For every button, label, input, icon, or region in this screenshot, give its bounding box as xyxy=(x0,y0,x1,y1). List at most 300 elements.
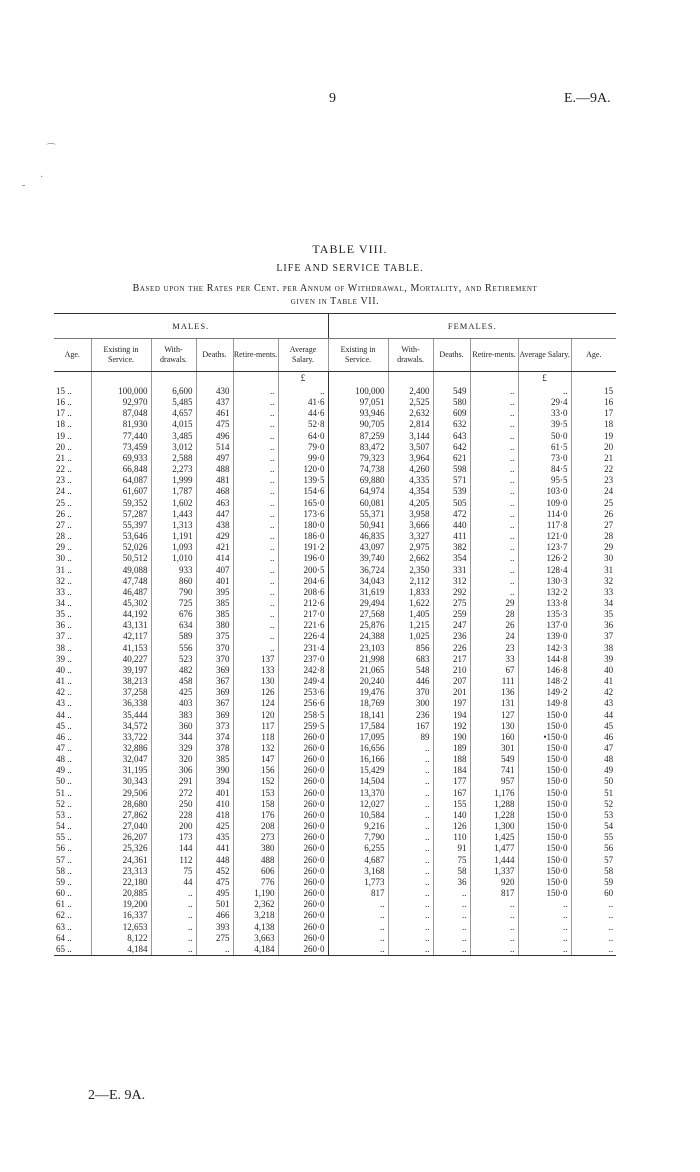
cell-age-right: 57 xyxy=(604,854,614,865)
cell-salary-females: 150·0 xyxy=(518,776,571,787)
cell-existing-males: 25,326 xyxy=(91,843,151,854)
cell-withdrawals-males: 320 xyxy=(151,754,196,765)
cell-salary-females: 135·3 xyxy=(518,609,571,620)
cell-withdrawals-females: .. xyxy=(388,799,433,810)
cell-age: 29 .. xyxy=(54,542,91,553)
cell-salary-females: 150·0 xyxy=(518,721,571,732)
cell-age: 37 .. xyxy=(54,631,91,642)
cell-existing-females: 12,027 xyxy=(328,799,388,810)
cell-existing-males: 42,117 xyxy=(91,631,151,642)
cell-retirements-females: .. xyxy=(470,531,518,542)
cell-withdrawals-males: 790 xyxy=(151,587,196,598)
cell-salary-males: 99·0 xyxy=(278,453,328,464)
cell-age: 30 .. xyxy=(54,553,91,564)
cell-age: 19 .. xyxy=(54,431,91,442)
cell-deaths-males: 373 xyxy=(196,721,233,732)
cell-age: 35 .. xyxy=(54,609,91,620)
cell-deaths-females: 190 xyxy=(433,732,470,743)
cell-withdrawals-males: 291 xyxy=(151,776,196,787)
cell-withdrawals-females: 3,958 xyxy=(388,509,433,520)
cell-retirements-females: 549 xyxy=(470,754,518,765)
table-row xyxy=(54,799,616,810)
cell-existing-males: 73,459 xyxy=(91,442,151,453)
cell-salary-females: 33·0 xyxy=(518,408,571,419)
cell-retirements-females: .. xyxy=(470,486,518,497)
cell-existing-males: 38,213 xyxy=(91,676,151,687)
cell-age-right: 41 xyxy=(604,676,614,687)
cell-withdrawals-females: 300 xyxy=(388,698,433,709)
cell-existing-females: .. xyxy=(328,899,388,910)
table-row xyxy=(54,843,616,854)
cell-age-right: 37 xyxy=(604,631,614,642)
col-deaths-females: Deaths. xyxy=(433,339,470,372)
cell-salary-females: .. xyxy=(518,933,571,944)
cell-salary-males: 260·0 xyxy=(278,877,328,888)
cell-retirements-males: 118 xyxy=(233,732,278,743)
cell-retirements-females: .. xyxy=(470,910,518,921)
cell-retirements-males: 130 xyxy=(233,676,278,687)
cell-age-right: 45 xyxy=(604,720,614,731)
cell-existing-males: 12,653 xyxy=(91,922,151,933)
cell-age: 27 .. xyxy=(54,520,91,531)
cell-existing-males: 47,748 xyxy=(91,576,151,587)
cell-existing-females: 100,000 xyxy=(328,386,388,397)
cell-retirements-males: .. xyxy=(233,475,278,486)
cell-age-right: 30 xyxy=(604,553,614,564)
cell-deaths-males: 390 xyxy=(196,765,233,776)
cell-deaths-females: 259 xyxy=(433,609,470,620)
cell-salary-females: 133·8 xyxy=(518,598,571,609)
cell-deaths-females: 354 xyxy=(433,553,470,564)
cell-withdrawals-females: 683 xyxy=(388,654,433,665)
cell-age: 46 .. xyxy=(54,732,91,743)
cell-salary-females: 150·0 xyxy=(518,832,571,843)
cell-salary-males: 173·6 xyxy=(278,509,328,520)
table-row xyxy=(54,810,616,821)
cell-salary-males: 196·0 xyxy=(278,553,328,564)
cell-salary-females: 149·2 xyxy=(518,687,571,698)
table-row xyxy=(54,587,616,598)
cell-existing-females: 50,941 xyxy=(328,520,388,531)
cell-age: 52 .. xyxy=(54,799,91,810)
cell-deaths-females: .. xyxy=(433,922,470,933)
cell-age-right: 32 xyxy=(604,575,614,586)
cell-age-right: 33 xyxy=(604,586,614,597)
cell-retirements-males: 153 xyxy=(233,788,278,799)
cell-retirements-males: 3,218 xyxy=(233,910,278,921)
cell-deaths-females: 275 xyxy=(433,598,470,609)
cell-retirements-females: 33 xyxy=(470,654,518,665)
cell-retirements-females: 1,444 xyxy=(470,855,518,866)
cell-existing-males: 39,197 xyxy=(91,665,151,676)
cell-deaths-females: 440 xyxy=(433,520,470,531)
cell-retirements-males: 120 xyxy=(233,710,278,721)
cell-deaths-females: 167 xyxy=(433,788,470,799)
cell-existing-males: 50,512 xyxy=(91,553,151,564)
col-retirements-males: Retire-ments. xyxy=(233,339,278,372)
cell-existing-males: 87,048 xyxy=(91,408,151,419)
cell-retirements-males: 4,184 xyxy=(233,944,278,956)
table-row xyxy=(54,397,616,408)
cell-withdrawals-females: 236 xyxy=(388,710,433,721)
cell-age-right: 15 xyxy=(604,386,614,396)
cell-withdrawals-females: 548 xyxy=(388,665,433,676)
cell-deaths-females: .. xyxy=(433,933,470,944)
cell-age: 62 .. xyxy=(54,910,91,921)
cell-withdrawals-males: 634 xyxy=(151,620,196,631)
print-speck: · xyxy=(40,172,44,183)
cell-salary-females: 139·0 xyxy=(518,631,571,642)
table-row xyxy=(54,821,616,832)
cell-age: 51 .. xyxy=(54,788,91,799)
cell-existing-males: 22,180 xyxy=(91,877,151,888)
table-row xyxy=(54,877,616,888)
cell-retirements-males: .. xyxy=(233,397,278,408)
cell-withdrawals-males: 1,999 xyxy=(151,475,196,486)
cell-existing-females: 27,568 xyxy=(328,609,388,620)
cell-withdrawals-females: .. xyxy=(388,944,433,956)
cell-retirements-males: .. xyxy=(233,542,278,553)
cell-deaths-males: 370 xyxy=(196,654,233,665)
cell-age-right: .. xyxy=(571,944,616,956)
cell-age-right: 47 xyxy=(604,743,614,753)
cell-salary-females: 150·0 xyxy=(518,765,571,776)
cell-existing-females: 4,687 xyxy=(328,855,388,866)
cell-deaths-females: 632 xyxy=(433,419,470,430)
cell-withdrawals-females: .. xyxy=(388,754,433,765)
cell-salary-females: 148·2 xyxy=(518,676,571,687)
cell-existing-males: 57,287 xyxy=(91,509,151,520)
cell-existing-males: 36,338 xyxy=(91,698,151,709)
cell-existing-females: 817 xyxy=(328,888,388,899)
cell-deaths-females: 110 xyxy=(433,832,470,843)
cell-deaths-females: 155 xyxy=(433,799,470,810)
cell-existing-females: 69,880 xyxy=(328,475,388,486)
cell-deaths-females: 184 xyxy=(433,765,470,776)
cell-age-right: 52 xyxy=(604,798,614,809)
cell-salary-females: 149·8 xyxy=(518,698,571,709)
cell-retirements-males: 273 xyxy=(233,832,278,843)
cell-deaths-females: 411 xyxy=(433,531,470,542)
cell-withdrawals-males: .. xyxy=(151,899,196,910)
cell-deaths-males: 463 xyxy=(196,498,233,509)
cell-retirements-males: 4,138 xyxy=(233,922,278,933)
table-row xyxy=(54,710,616,721)
cell-salary-females: 150·0 xyxy=(518,855,571,866)
cell-retirements-males: 147 xyxy=(233,754,278,765)
cell-salary-males: 52·8 xyxy=(278,419,328,430)
cell-age-right: 51 xyxy=(604,787,614,798)
cell-age-right: 26 xyxy=(604,508,614,519)
cell-salary-females: 109·0 xyxy=(518,498,571,509)
cell-existing-males: 41,153 xyxy=(91,643,151,654)
cell-deaths-females: 609 xyxy=(433,408,470,419)
table-row xyxy=(54,788,616,799)
print-speck: - xyxy=(22,180,26,191)
cell-retirements-females: 817 xyxy=(470,888,518,899)
cell-existing-males: 100,000 xyxy=(91,386,151,397)
cell-salary-males: 260·0 xyxy=(278,888,328,899)
cell-retirements-males: .. xyxy=(233,386,278,397)
cell-salary-females: 150·0 xyxy=(518,743,571,754)
cell-withdrawals-females: 3,507 xyxy=(388,442,433,453)
cell-retirements-males: 776 xyxy=(233,877,278,888)
table-row xyxy=(54,643,616,654)
cell-existing-males: 31,195 xyxy=(91,765,151,776)
cell-salary-females: 150·0 xyxy=(518,821,571,832)
cell-salary-males: 260·0 xyxy=(278,788,328,799)
page-number: 9 xyxy=(329,91,336,106)
cell-existing-females: 93,946 xyxy=(328,408,388,419)
cell-deaths-females: .. xyxy=(433,910,470,921)
cell-salary-females: 146·8 xyxy=(518,665,571,676)
table-row xyxy=(54,698,616,709)
cell-withdrawals-females: 167 xyxy=(388,721,433,732)
cell-deaths-females: 642 xyxy=(433,442,470,453)
cell-withdrawals-males: 75 xyxy=(151,866,196,877)
cell-withdrawals-females: 4,354 xyxy=(388,486,433,497)
cell-existing-females: .. xyxy=(328,933,388,944)
cell-withdrawals-females: 2,632 xyxy=(388,408,433,419)
cell-withdrawals-males: 2,588 xyxy=(151,453,196,464)
cell-retirements-males: 117 xyxy=(233,721,278,732)
cell-existing-males: 37,258 xyxy=(91,687,151,698)
table-row xyxy=(54,419,616,430)
cell-age-right: 23 xyxy=(604,475,614,486)
cell-age: 31 .. xyxy=(54,565,91,576)
cell-age: 38 .. xyxy=(54,643,91,654)
table-subtitle: LIFE AND SERVICE TABLE. xyxy=(276,263,424,274)
cell-age-right: 43 xyxy=(604,698,614,709)
cell-deaths-females: 91 xyxy=(433,843,470,854)
cell-retirements-females: .. xyxy=(470,453,518,464)
table-row xyxy=(54,464,616,475)
cell-existing-females: 21,065 xyxy=(328,665,388,676)
cell-deaths-females: 36 xyxy=(433,877,470,888)
cell-deaths-females: 539 xyxy=(433,486,470,497)
cell-salary-females: 114·0 xyxy=(518,509,571,520)
table-row xyxy=(54,754,616,765)
cell-age-right: 48 xyxy=(604,754,614,765)
cell-salary-males: 41·6 xyxy=(278,397,328,408)
cell-age-right: 50 xyxy=(604,776,614,787)
cell-retirements-males: .. xyxy=(233,408,278,419)
cell-existing-males: 24,361 xyxy=(91,855,151,866)
cell-retirements-females: .. xyxy=(470,475,518,486)
cell-age-right: 20 xyxy=(604,441,614,452)
cell-salary-females: 137·0 xyxy=(518,620,571,631)
cell-age-right: 40 xyxy=(604,664,614,675)
cell-deaths-males: 466 xyxy=(196,910,233,921)
cell-deaths-males: 385 xyxy=(196,598,233,609)
cell-withdrawals-females: .. xyxy=(388,910,433,921)
cell-deaths-males: 437 xyxy=(196,397,233,408)
cell-existing-females: 19,476 xyxy=(328,687,388,698)
cell-retirements-males: .. xyxy=(233,486,278,497)
cell-retirements-females: .. xyxy=(470,498,518,509)
cell-salary-females: 150·0 xyxy=(518,888,571,899)
cell-existing-males: 40,227 xyxy=(91,654,151,665)
cell-deaths-males: 369 xyxy=(196,687,233,698)
cell-deaths-males: 441 xyxy=(196,843,233,854)
cell-existing-females: 7,790 xyxy=(328,832,388,843)
cell-existing-females: 55,371 xyxy=(328,509,388,520)
cell-existing-males: 69,933 xyxy=(91,453,151,464)
cell-retirements-females: 920 xyxy=(470,877,518,888)
cell-deaths-females: 598 xyxy=(433,464,470,475)
cell-age: 33 .. xyxy=(54,587,91,598)
cell-existing-males: 49,088 xyxy=(91,565,151,576)
cell-retirements-males: .. xyxy=(233,609,278,620)
cell-deaths-females: .. xyxy=(433,944,470,956)
cell-deaths-females: 505 xyxy=(433,498,470,509)
cell-withdrawals-males: 3,485 xyxy=(151,431,196,442)
cell-age: 17 .. xyxy=(54,408,91,419)
cell-withdrawals-females: 89 xyxy=(388,732,433,743)
cell-salary-males: 231·4 xyxy=(278,643,328,654)
cell-retirements-females: .. xyxy=(470,442,518,453)
cell-withdrawals-females: .. xyxy=(388,743,433,754)
cell-age-right: 21 xyxy=(604,452,614,463)
cell-age: 24 .. xyxy=(54,486,91,497)
cell-retirements-females: .. xyxy=(470,419,518,430)
cell-age-right: 34 xyxy=(604,597,614,608)
cell-age: 56 .. xyxy=(54,843,91,854)
cell-retirements-females: 160 xyxy=(470,732,518,743)
col-salary-females: Average Salary. xyxy=(518,339,571,372)
col-age-right: Age. xyxy=(571,339,616,372)
cell-age-right: 25 xyxy=(604,497,614,508)
cell-deaths-females: 207 xyxy=(433,676,470,687)
cell-retirements-females: 136 xyxy=(470,687,518,698)
cell-salary-males: 242·8 xyxy=(278,665,328,676)
table-row xyxy=(54,654,616,665)
cell-age-right: 39 xyxy=(604,653,614,664)
cell-retirements-females: .. xyxy=(470,542,518,553)
cell-retirements-males: .. xyxy=(233,631,278,642)
cell-age-right: 54 xyxy=(604,821,614,832)
cell-deaths-females: 226 xyxy=(433,643,470,654)
cell-existing-females: 29,494 xyxy=(328,598,388,609)
cell-salary-males: 260·0 xyxy=(278,855,328,866)
cell-retirements-females: .. xyxy=(470,899,518,910)
cell-deaths-males: 410 xyxy=(196,799,233,810)
cell-age-right: 53 xyxy=(604,809,614,820)
cell-withdrawals-males: 1,313 xyxy=(151,520,196,531)
cell-existing-males: 27,862 xyxy=(91,810,151,821)
cell-existing-females: 60,081 xyxy=(328,498,388,509)
cell-withdrawals-females: .. xyxy=(388,855,433,866)
cell-age: 58 .. xyxy=(54,866,91,877)
cell-salary-males: 260·0 xyxy=(278,944,328,956)
cell-deaths-males: 369 xyxy=(196,710,233,721)
cell-existing-females: 34,043 xyxy=(328,576,388,587)
cell-existing-males: 35,444 xyxy=(91,710,151,721)
cell-withdrawals-females: .. xyxy=(388,765,433,776)
cell-age: 18 .. xyxy=(54,419,91,430)
cell-age: 47 .. xyxy=(54,743,91,754)
table-row xyxy=(54,776,616,787)
cell-withdrawals-males: 1,191 xyxy=(151,531,196,542)
cell-deaths-females: .. xyxy=(433,899,470,910)
table-row xyxy=(54,665,616,676)
cell-salary-males: 253·6 xyxy=(278,687,328,698)
cell-existing-females: .. xyxy=(328,922,388,933)
cell-age-right: 22 xyxy=(604,464,614,475)
cell-age: 61 .. xyxy=(54,899,91,910)
page-footer: 2—E. 9A. xyxy=(88,1088,146,1103)
cell-existing-females: .. xyxy=(328,944,388,956)
cell-deaths-males: 414 xyxy=(196,553,233,564)
cell-salary-males: 139·5 xyxy=(278,475,328,486)
cell-retirements-males: .. xyxy=(233,553,278,564)
cell-salary-males: 186·0 xyxy=(278,531,328,542)
cell-age-right: 58 xyxy=(604,865,614,876)
cell-withdrawals-females: 2,400 xyxy=(388,386,433,397)
cell-deaths-females: 58 xyxy=(433,866,470,877)
cell-deaths-females: 177 xyxy=(433,776,470,787)
cell-age: 44 .. xyxy=(54,710,91,721)
cell-salary-females: 84·5 xyxy=(518,464,571,475)
cell-deaths-females: 312 xyxy=(433,576,470,587)
cell-retirements-males: 2,362 xyxy=(233,899,278,910)
cell-existing-females: 39,740 xyxy=(328,553,388,564)
cell-age: 55 .. xyxy=(54,832,91,843)
cell-existing-males: 23,313 xyxy=(91,866,151,877)
cell-withdrawals-females: 2,112 xyxy=(388,576,433,587)
cell-existing-males: 8,122 xyxy=(91,933,151,944)
cell-retirements-females: 24 xyxy=(470,631,518,642)
table-caption xyxy=(54,282,616,308)
cell-retirements-males: .. xyxy=(233,509,278,520)
cell-salary-males: 260·0 xyxy=(278,776,328,787)
cell-withdrawals-males: 250 xyxy=(151,799,196,810)
cell-age-right: 36 xyxy=(604,620,614,631)
table-row xyxy=(54,631,616,642)
cell-age: 41 .. xyxy=(54,676,91,687)
cell-salary-females: 117·8 xyxy=(518,520,571,531)
cell-existing-males: 26,207 xyxy=(91,832,151,843)
table-row xyxy=(54,855,616,866)
cell-withdrawals-males: .. xyxy=(151,933,196,944)
cell-withdrawals-males: 860 xyxy=(151,576,196,587)
cell-withdrawals-females: 2,525 xyxy=(388,397,433,408)
cell-retirements-males: 606 xyxy=(233,866,278,877)
cell-existing-males: 28,680 xyxy=(91,799,151,810)
table-row xyxy=(54,620,616,631)
cell-retirements-males: 126 xyxy=(233,687,278,698)
col-withdrawals-males: With-drawals. xyxy=(151,339,196,372)
cell-withdrawals-males: 1,787 xyxy=(151,486,196,497)
cell-age-right: 60 xyxy=(604,888,614,899)
cell-withdrawals-females: .. xyxy=(388,899,433,910)
cell-existing-females: 23,103 xyxy=(328,643,388,654)
cell-deaths-males: 275 xyxy=(196,933,233,944)
cell-existing-males: 61,607 xyxy=(91,486,151,497)
cell-retirements-females: 29 xyxy=(470,598,518,609)
cell-deaths-males: 385 xyxy=(196,754,233,765)
cell-deaths-females: 189 xyxy=(433,743,470,754)
cell-salary-males: 154·6 xyxy=(278,486,328,497)
cell-deaths-males: 495 xyxy=(196,888,233,899)
cell-existing-males: 81,930 xyxy=(91,419,151,430)
cell-salary-females: 126·2 xyxy=(518,553,571,564)
table-row xyxy=(54,386,616,397)
cell-existing-females: 9,216 xyxy=(328,821,388,832)
cell-retirements-females: 1,176 xyxy=(470,788,518,799)
cell-age: 42 .. xyxy=(54,687,91,698)
cell-withdrawals-females: 3,666 xyxy=(388,520,433,531)
